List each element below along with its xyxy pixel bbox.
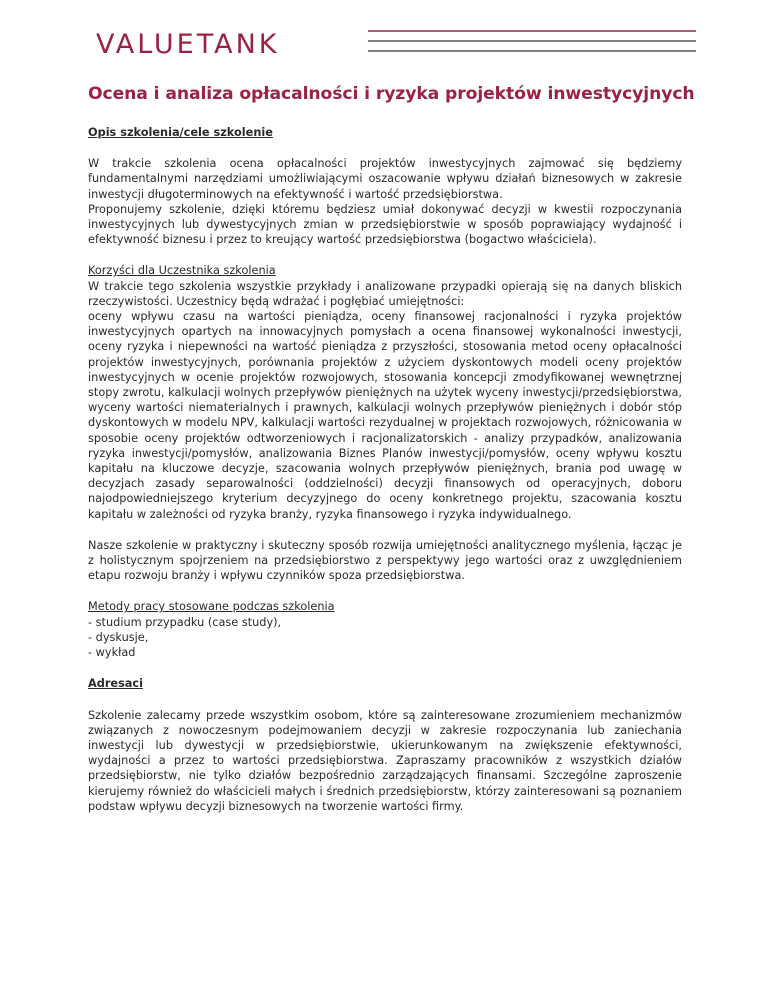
document-title: Ocena i analiza opłacalności i ryzyka projektów inwestycyjnych <box>88 84 695 104</box>
korzysci-paragraph-2: oceny wpływu czasu na wartości pieniądza, oceny finansowej racjonalności i ryzyka projektów inwestycyjnych opartych na innowacyjnych pomysłach a ocena finansowej wykonalności inwestycji, oceny ryzyka i niepewności na wartość pieniądza z przyszłości, stosowania metod oceny opłacalności projektów inwestycyjnych, porównania projektów z użyciem dyskontowych modeli oceny projektów inwestycyjnych w ocenie projektów rozwojowych, stosowania koncepcji zmodyfikowanej wewnętrznej stopy zwrotu, kalkulacji wolnych przepływów pieniężnych na użytek wyceny inwestycji/przedsiębiorstwa, wyceny wartości niematerialnych i prawnych, kalkulacji wolnych przepływów pieniężnych i dobór stóp dyskontowych w modelu NPV, kalkulacji wartości rezydualnej w projektach rozwojowych, różnicowania w sposobie oceny projektów odtworzeniowych i racjonalizatorskich - analizy przypadków, analizowania ryzyka inwestycji/pomysłów, analizowania Biznes Planów inwestycji/pomysłów, oceny wpływu kosztu kapitału na kluczowe decyzje, szacowania wolnych przepływów pieniężnych, brania pod uwagę w decyzjach zasady separowalności (oddzielności) decyzji finansowych od operacyjnych, doboru najodpowiedniejszego kryterium decyzyjnego do oceny konkretnego projektu, szacowania kosztu kapitału w zależności od ryzyka branży, ryzyka finansowego i ryzyka indywidualnego. <box>88 310 682 521</box>
opis-paragraph-2: Proponujemy szkolenie, dzięki któremu będziesz umiał dokonywać decyzji w kwestii rozpoczynania inwestycyjnych lub dywestycyjnych zmian w przedsiębiorstwie w sposób poprawiający wydajność i efektywność biznesu i przez to kreujący wartość przedsiębiorstwa (bogactwo właściciela). <box>88 202 682 247</box>
section-heading-opis: Opis szkolenia/cele szkolenie <box>88 126 273 139</box>
korzysci-paragraph-3: Nasze szkolenie w praktyczny i skuteczny sposób rozwija umiejętności analitycznego myślenia, łącząc je z holistycznym spojrzeniem na przedsiębiorstwo z perspektywy jego wartości oraz z uwzględnieniem etapu rozwoju branży i wpływu czynników spoza przedsiębiorstwa. <box>88 538 682 583</box>
document-body <box>88 125 682 814</box>
opis-paragraph-1: W trakcie szkolenia ocena opłacalności projektów inwestycyjnych zajmować się będziemy fundamentalnymi narzędziami umożliwiającymi oszacowanie wpływu działań biznesowych w zakresie inwestycji długoterminowych na efektywność i wartość przedsiębiorstwa. <box>88 157 682 201</box>
metody-item: - dyskusje, <box>88 630 149 644</box>
metody-item: - studium przypadku (case study), <box>88 615 282 629</box>
page-header <box>0 0 768 80</box>
section-heading-korzysci: Korzyści dla Uczestnika szkolenia <box>88 264 276 278</box>
adresaci-paragraph-1: Szkolenie zalecamy przede wszystkim osobom, które są zainteresowane zrozumieniem mechanizmów związanych z nowoczesnym podejmowaniem decyzji w zakresie rozpoczynania lub zaniechania inwestycji lub dywestycji w przedsiębiorstwie, ukierunkowanym na zwiększenie efektywności, wydajności a przez to wartości przedsiębiorstwa. Zapraszamy pracowników z wszystkich działów przedsiębiorstw, nie tylko działów bezpośrednio zarządzających finansami. Szczególne zaproszenie kierujemy również do właścicieli małych i średnich przedsiębiorstw, którzy zainteresowani są poznaniem podstaw wpływu decyzji biznesowych na tworzenie wartości firmy. <box>88 708 682 813</box>
valuetank-logo-graphic <box>96 27 696 63</box>
logo-text: VALUETANK <box>96 29 280 60</box>
section-heading-metody: Metody pracy stosowane podczas szkolenia <box>88 600 335 614</box>
korzysci-paragraph-1: W trakcie tego szkolenia wszystkie przykłady i analizowane przypadki opierają się na danych bliskich rzeczywistości. Uczestnicy będą wdrażać i pogłębiać umiejętności: <box>88 279 682 308</box>
section-heading-adresaci: Adresaci <box>88 677 143 691</box>
valuetank-logo <box>96 27 696 63</box>
metody-item: - wykład <box>88 646 136 660</box>
